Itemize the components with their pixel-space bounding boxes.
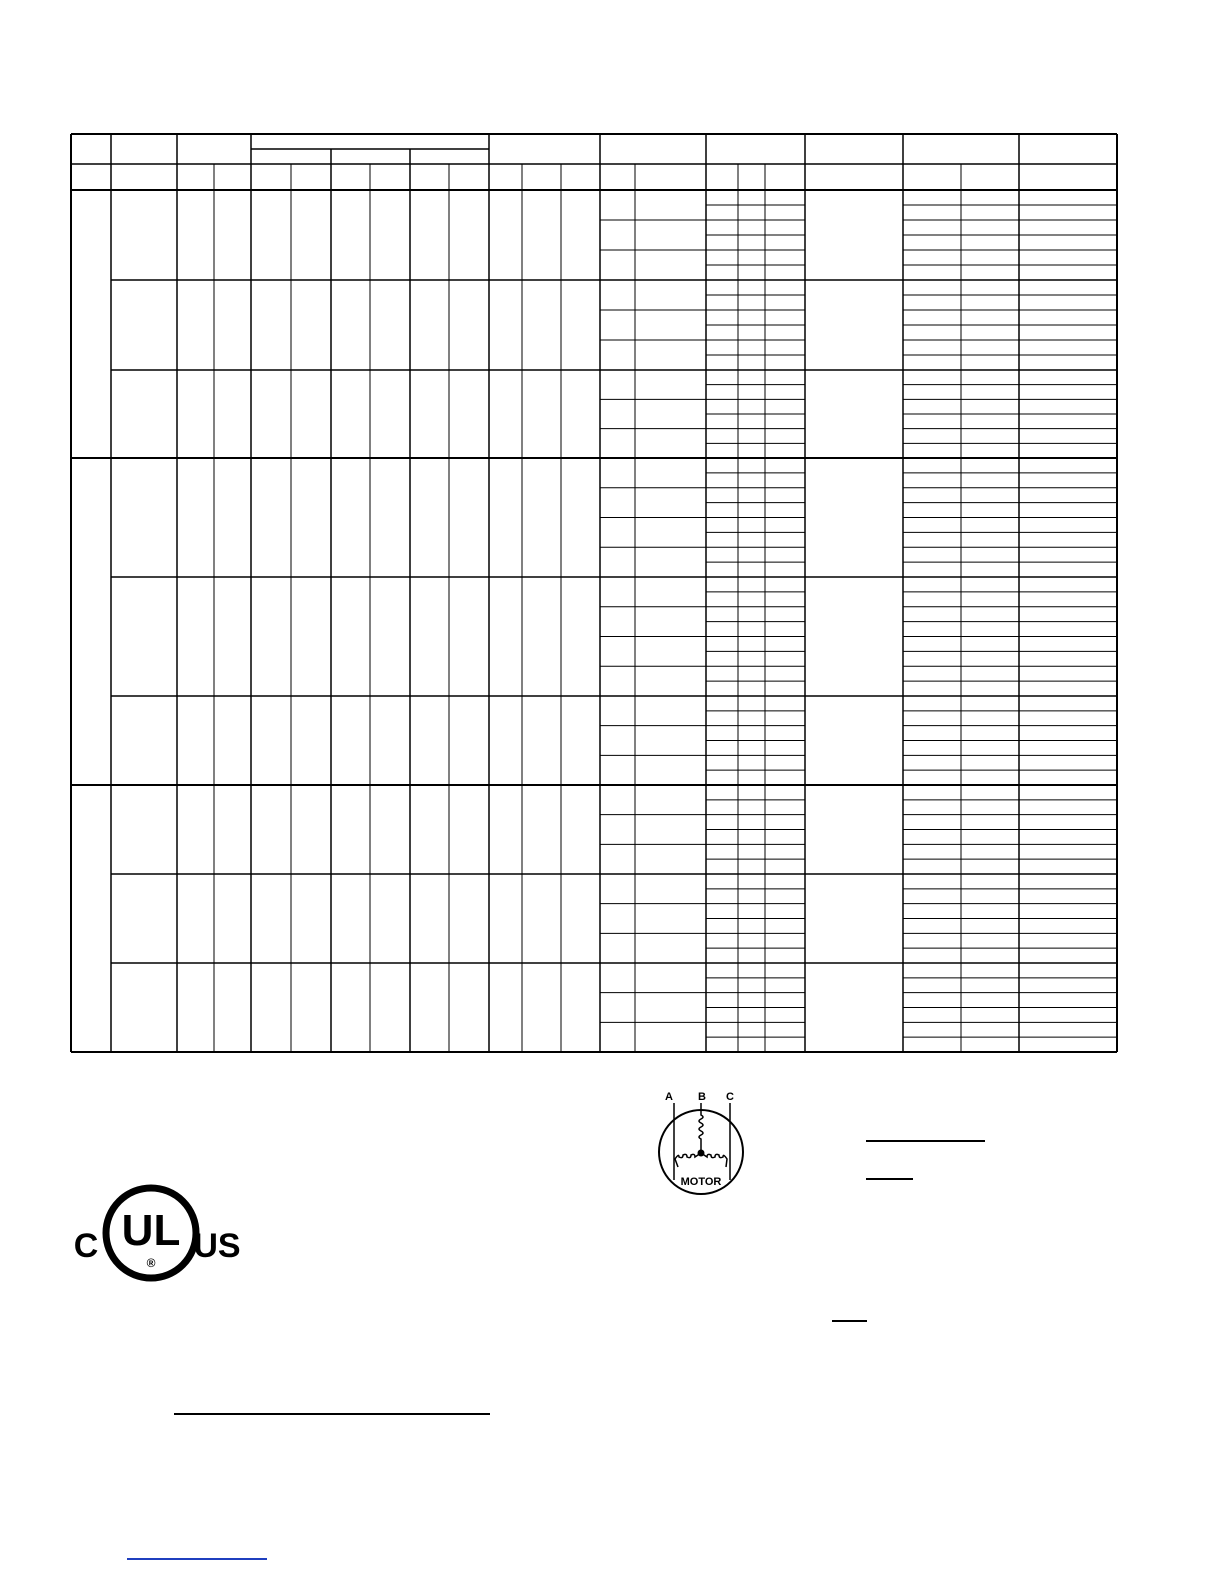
terminal-a-label: A [665,1091,673,1103]
mark-ul-letters: UL [121,1206,181,1255]
terminal-b-label: B [698,1091,706,1103]
motor-label: MOTOR [680,1176,722,1188]
blank-field-underline [866,1178,913,1180]
blank-field-underline [832,1320,867,1322]
mark-us-letters: US [193,1227,241,1265]
winding-c-coil [701,1153,727,1167]
terminal-c-label: C [726,1091,734,1103]
registered-symbol: ® [146,1256,156,1270]
motor-wiring-diagram [650,1085,760,1200]
blank-field-underline [866,1140,985,1142]
link-underline [127,1558,267,1560]
cul-us-certification-mark [70,1183,245,1283]
winding-a-coil [675,1153,701,1167]
star-point-node [698,1150,705,1157]
mark-c-letter: C [73,1227,99,1265]
blank-signature-line [174,1413,490,1415]
